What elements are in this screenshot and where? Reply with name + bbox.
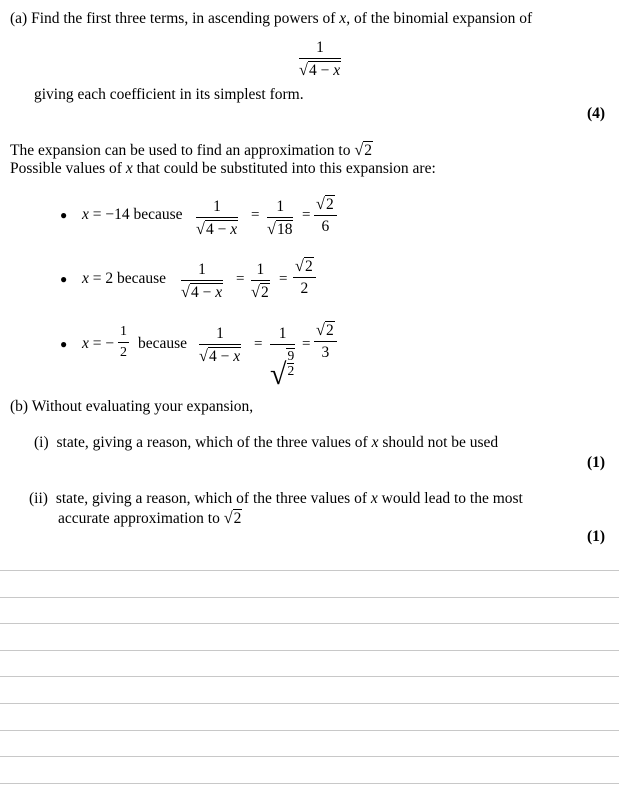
bullet-2-f2-den-val: 2 xyxy=(260,284,269,302)
intro-line-2-var: x xyxy=(125,160,133,177)
sqrt-2-symbol: √2 xyxy=(354,141,373,159)
equals-sign: = xyxy=(302,207,311,223)
bullet-point: ● xyxy=(60,272,68,286)
bullet-3-f2-den: √ $\frac{9}{2}$ xyxy=(270,348,295,392)
bullet-3-f1-num: 1 xyxy=(199,326,241,345)
bullet-1-f1-den: √4 − x xyxy=(196,220,238,239)
bullet-2-f1-den-const: 4 − xyxy=(190,284,216,302)
sqrt-2-symbol: √2 xyxy=(223,509,242,527)
part-b-ii-line-2 xyxy=(58,510,242,527)
bullet-3-f1-den-var: x xyxy=(233,348,241,366)
answer-line[interactable] xyxy=(0,570,619,571)
part-b-ii-text-pre: state, giving a reason, which of the three values of xyxy=(55,490,368,507)
part-a-var: x xyxy=(339,10,347,27)
bullet-2-f1-den-var: x xyxy=(215,284,223,302)
bullet-1-value: −14 xyxy=(105,206,130,223)
bullet-3-f3-num-val: 2 xyxy=(325,322,334,339)
bullet-1-f3-num-val: 2 xyxy=(325,196,334,213)
part-b-ii-text-2: accurate approximation to xyxy=(58,510,220,527)
part-b-i-marks: (1) xyxy=(587,454,606,471)
bullet-3-f1-den-const: 4 − xyxy=(208,348,234,366)
part-a-label: (a) xyxy=(10,10,28,27)
equals-sign: = xyxy=(251,207,260,223)
bullet-3-f2-den-num: 9 xyxy=(287,348,295,364)
bullet-3-value-den: 2 xyxy=(120,344,127,360)
bullet-3-value-num: 1 xyxy=(118,325,129,343)
part-b-i xyxy=(34,435,498,451)
bullet-3-f2-den-den: 2 xyxy=(287,363,295,379)
bullet-3-f3-den: 3 xyxy=(321,344,330,362)
part-b-ii-marks: (1) xyxy=(587,528,606,545)
bullet-1-x: x xyxy=(82,206,89,223)
bullet-1-f1-num: 1 xyxy=(196,199,238,218)
bullet-point: ● xyxy=(60,208,68,222)
intro-line-1-text: The expansion can be used to find an approximation to xyxy=(10,142,351,159)
bullet-3-eq: = − xyxy=(88,335,115,352)
part-a-marks: (4) xyxy=(587,105,606,122)
bullet-1-f1-den-var: x xyxy=(230,221,238,239)
bullet-3-because: because xyxy=(138,335,188,352)
answer-line[interactable] xyxy=(0,730,619,731)
part-a-instruction: giving each coefficient in its simplest form. xyxy=(34,86,304,103)
intro-line-2-pre: Possible values of xyxy=(10,160,122,177)
bullet-3-x: x xyxy=(82,335,89,352)
part-a-text-pre: Find the first three terms, in ascending powers of xyxy=(31,10,336,27)
bullet-2-x: x xyxy=(82,270,89,287)
part-b-ii xyxy=(29,491,523,507)
bullet-3-f1-den: √4 − x xyxy=(199,347,241,366)
intro-line-2-post: that could be substituted into this expansion are: xyxy=(136,160,436,177)
equals-sign: = xyxy=(236,271,245,287)
bullet-1-f3-den: 6 xyxy=(321,218,330,236)
part-b-ii-text-post: would lead to the most xyxy=(381,490,523,507)
binomial-numerator: 1 xyxy=(299,40,341,59)
binomial-expression xyxy=(299,40,341,80)
intro-line-2 xyxy=(10,161,436,177)
bullet-2-eq: = xyxy=(88,270,106,287)
bullet-2-label xyxy=(82,271,166,287)
part-b-i-label: (i) xyxy=(34,434,49,451)
part-a-text-post: , of the binomial expansion of xyxy=(346,10,533,27)
bullet-2-f1-den: √4 − x xyxy=(181,283,223,302)
equals-sign: = xyxy=(254,336,263,352)
part-b-ii-label: (ii) xyxy=(29,490,48,507)
bullet-2-f2-num: 1 xyxy=(251,262,270,281)
bullet-2-fraction-1 xyxy=(181,262,223,302)
part-a-question xyxy=(10,11,532,27)
part-b-text: Without evaluating your expansion, xyxy=(31,398,254,415)
sqrt-2-value: 2 xyxy=(364,142,373,159)
bullet-1-f3-num: √2 xyxy=(314,196,337,216)
part-b-i-var: x xyxy=(371,434,379,451)
bullet-3-f3-num: √2 xyxy=(314,322,337,342)
bullet-3-value-fraction xyxy=(118,325,129,360)
binomial-denominator: √4 − x xyxy=(299,61,341,80)
equals-sign: = xyxy=(279,271,288,287)
answer-line[interactable] xyxy=(0,783,619,784)
bullet-2-fraction-3 xyxy=(293,258,316,298)
bullet-3-x-eq xyxy=(82,336,114,352)
bullet-1-f1-den-const: 4 − xyxy=(205,221,231,239)
bullet-1-f2-den-val: 18 xyxy=(276,221,293,239)
bullet-2-f1-num: 1 xyxy=(181,262,223,281)
bullet-1-f2-den: √18 xyxy=(267,220,293,239)
binomial-den-constant: 4 − xyxy=(308,62,334,80)
sqrt-2-value: 2 xyxy=(233,510,242,527)
bullet-2-f3-num: √2 xyxy=(293,258,316,278)
bullet-1-fraction-3 xyxy=(314,196,337,236)
bullet-3-fraction-1 xyxy=(199,326,241,366)
part-b-ii-var: x xyxy=(370,490,378,507)
binomial-den-var: x xyxy=(333,62,341,80)
bullet-2-f3-den: 2 xyxy=(300,280,309,298)
bullet-1-fraction-1 xyxy=(196,199,238,239)
bullet-1-eq: = xyxy=(88,206,106,223)
bullet-2-f2-den: √2 xyxy=(251,283,269,302)
bullet-point: ● xyxy=(60,337,68,351)
bullet-1-label xyxy=(82,207,183,223)
bullet-1-fraction-2 xyxy=(267,199,293,239)
part-b-i-text-pre: state, giving a reason, which of the three values of xyxy=(56,434,368,451)
equals-sign: = xyxy=(302,336,311,352)
answer-line[interactable] xyxy=(0,597,619,598)
intro-line-1 xyxy=(10,142,373,159)
bullet-1-because: because xyxy=(133,206,183,223)
part-b-question xyxy=(10,399,253,415)
part-b-label: (b) xyxy=(10,398,29,415)
bullet-3-fraction-3 xyxy=(314,322,337,362)
answer-line[interactable] xyxy=(0,703,619,704)
bullet-3-f2-num: 1 xyxy=(270,326,295,345)
bullet-3-fraction-2 xyxy=(270,326,295,391)
answer-line[interactable] xyxy=(0,623,619,624)
answer-line[interactable] xyxy=(0,676,619,677)
answer-line[interactable] xyxy=(0,756,619,757)
bullet-2-f3-num-val: 2 xyxy=(304,258,313,275)
bullet-1-f2-num: 1 xyxy=(267,199,293,218)
bullet-2-fraction-2 xyxy=(251,262,270,302)
bullet-2-value: 2 xyxy=(105,270,114,287)
part-b-i-text-post: should not be used xyxy=(382,434,499,451)
answer-line[interactable] xyxy=(0,650,619,651)
bullet-2-because: because xyxy=(117,270,167,287)
